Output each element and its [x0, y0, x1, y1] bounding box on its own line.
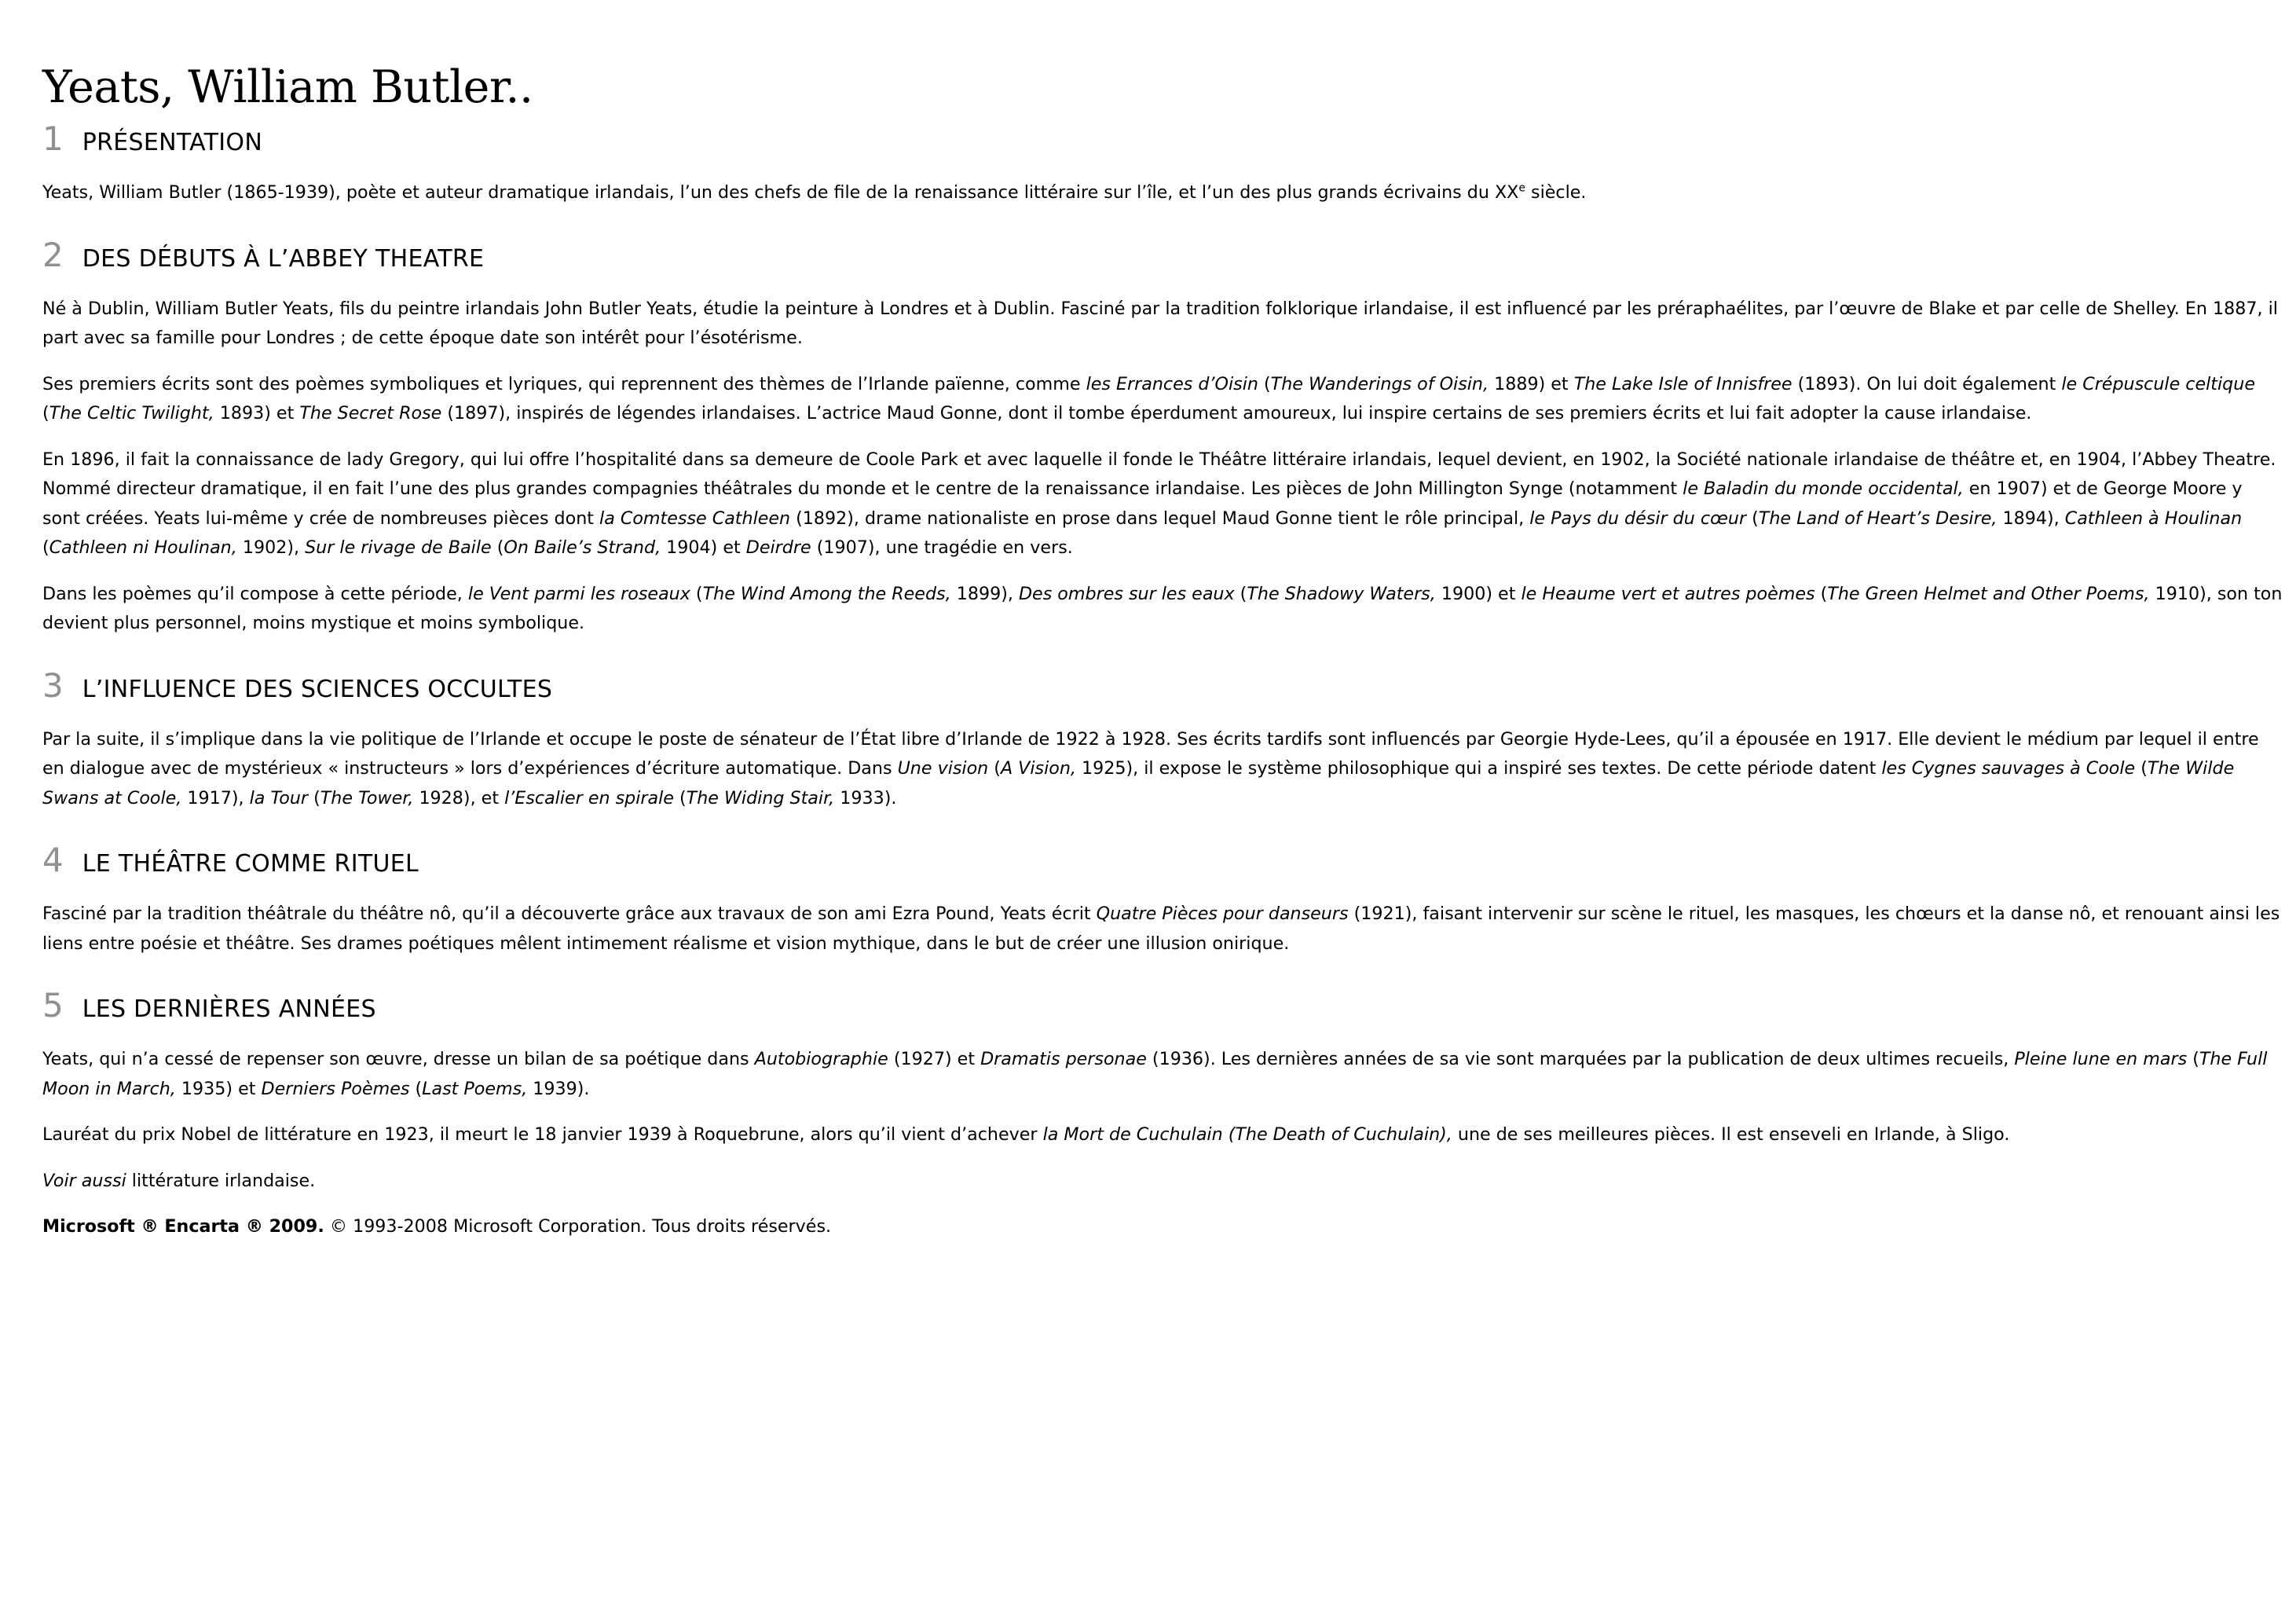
text-run: ( [42, 537, 49, 558]
text-run: ( [409, 1078, 423, 1099]
text-run: 1939). [527, 1078, 590, 1099]
section-number: 3 [42, 665, 64, 705]
paragraph [42, 295, 2283, 354]
text-run: Fasciné par la tradition théâtrale du théâtre nô, qu’il a découverte grâce aux travaux de son ami Ezra Pound, Yeats écrit [42, 904, 1097, 924]
italic-text: le Vent parmi les roseaux [467, 583, 690, 604]
text-run: ( [690, 583, 703, 604]
italic-text: Autobiographie [754, 1049, 888, 1069]
text-run: 1925), il expose le système philosophique qui a inspiré ses textes. De cette période datent [1075, 758, 1882, 779]
text-run: 1917), [181, 787, 250, 808]
italic-text: le Crépuscule celtique [2061, 373, 2255, 394]
italic-text: le Baladin du monde occidental, [1683, 478, 1964, 499]
text-run: une de ses meilleures pièces. Il est enseveli en Irlande, à Sligo. [1452, 1124, 2010, 1145]
text-run: Ses premiers écrits sont des poèmes symboliques et lyriques, qui reprennent des thèmes de l’Irlande païenne, comme [42, 373, 1086, 394]
text-run: ( [2187, 1049, 2199, 1069]
text-run: En 1896, il fait la connaissance de lady Gregory, qui lui offre l’hospitalité dans sa demeure de Coole Park et avec laquelle il fonde le Théâtre littéraire irlandais, lequel devient, en 1902, la Société nationale irlandaise de théâtre et, en 1904, l’Abbey Theatre. Nommé directeur dramatique, il en fait l’une des plus grandes compagnies théâtrales du monde et le centre de la renaissance irlandaise. Les pièces de John Millington Synge (notamment [42, 449, 2276, 499]
text-run: 1893) et [214, 403, 300, 423]
text-run: Par la suite, il s’implique dans la vie politique de l’Irlande et occupe le poste de sénateur de l’État libre d’Irlande de 1922 à 1928. Ses écrits tardifs sont influencés par Georgie Hyde-Lees, qu’il a épousée en 1917. Elle devient le médium par lequel il entre en dialogue avec de mystérieux « instructeurs » lors d’expériences d’écriture automatique. Dans [42, 728, 2259, 779]
italic-text: On Baile’s Strand, [504, 537, 661, 558]
italic-text: les Cygnes sauvages à Coole [1881, 758, 2136, 779]
text-run: Lauréat du prix Nobel de littérature en 1923, il meurt le 18 janvier 1939 à Roquebrune, alors qu’il vient d’achever [42, 1124, 1043, 1145]
italic-text: Dramatis personae [980, 1049, 1147, 1069]
text-run: (1936). Les dernières années de sa vie sont marquées par la publication de deux ultimes recueils, [1146, 1049, 2015, 1069]
paragraph [42, 178, 2283, 208]
italic-text: Cathleen à Houlinan [2064, 508, 2243, 529]
italic-text: The Wanderings of Oisin, [1270, 373, 1489, 394]
paragraph [42, 725, 2283, 814]
text-run: ( [673, 787, 687, 808]
text-run: Né à Dublin, William Butler Yeats, fils du peintre irlandais John Butler Yeats, étudie la peinture à Londres et à Dublin. Fasciné par la tradition folklorique irlandaise, il est influencé par les préraphaélites, par l’œuvre de Blake et par celle de Shelley. En 1887, il part avec sa famille pour Londres ; de cette époque date son intérêt pour l’ésotérisme. [42, 298, 2278, 348]
text-run: ( [1258, 373, 1271, 394]
text-run: 1933). [834, 787, 897, 808]
article-body [42, 119, 2283, 1196]
text-run: 1910), son ton devient plus personnel, moins mystique et moins symbolique. [42, 583, 2283, 633]
italic-text: The Land of Heart’s Desire, [1758, 508, 1998, 529]
italic-text: The Full Moon in March, [42, 1049, 2268, 1099]
text-run: littérature irlandaise. [126, 1170, 316, 1191]
text-run: (1892), drame nationaliste en prose dans lequel Maud Gonne tient le rôle principal, [790, 508, 1530, 529]
italic-text: The Widing Stair, [686, 787, 835, 808]
text-run: 1928), et [413, 787, 505, 808]
text-run: (1897), inspirés de légendes irlandaises. L’actrice Maud Gonne, dont il tombe éperdument amoureux, lui inspire certains de ses premiers écrits et lui fait adopter la cause irlandaise. [441, 403, 2032, 423]
text-run: ( [491, 537, 504, 558]
italic-text: Derniers Poèmes [261, 1078, 410, 1099]
text-run: Yeats, qui n’a cessé de repenser son œuvre, dresse un bilan de sa poétique dans [42, 1049, 755, 1069]
italic-text: Voir aussi [42, 1170, 126, 1191]
italic-text: The Secret Rose [299, 403, 442, 423]
text-run: 1935) et [175, 1078, 262, 1099]
footer-rights: © 1993-2008 Microsoft Corporation. Tous droits réservés. [324, 1216, 832, 1237]
section-heading [42, 841, 2283, 879]
text-run: (1907), une tragédie en vers. [811, 537, 1073, 558]
italic-text: The Wind Among the Reeds, [702, 583, 951, 604]
text-run: 1904) et [661, 537, 746, 558]
italic-text: le Pays du désir du cœur [1529, 508, 1747, 529]
text-run: 1900) et [1435, 583, 1522, 604]
italic-text: The Celtic Twilight, [49, 403, 214, 423]
text-run: 1889) et [1489, 373, 1574, 394]
italic-text: Deirdre [745, 537, 811, 558]
italic-text: les Errances d’Oisin [1086, 373, 1258, 394]
footer-copyright [42, 1212, 2283, 1242]
section-title: DES DÉBUTS À L’ABBEY THEATRE [82, 244, 485, 273]
italic-text: The Green Helmet and Other Poems, [1827, 583, 2150, 604]
section-heading [42, 236, 2283, 274]
section-title: LES DERNIÈRES ANNÉES [82, 995, 376, 1023]
italic-text: A Vision, [1000, 758, 1076, 779]
italic-text: Cathleen ni Houlinan, [49, 537, 237, 558]
italic-text: la Comtesse Cathleen [599, 508, 791, 529]
italic-text: le Heaume vert et autres poèmes [1521, 583, 1815, 604]
paragraph [42, 580, 2283, 639]
section-title: PRÉSENTATION [82, 129, 263, 156]
text-run: Dans les poèmes qu’il compose à cette période, [42, 583, 468, 604]
italic-text: Pleine lune en mars [2014, 1049, 2188, 1069]
italic-text: la Mort de Cuchulain (The Death of Cuchulain), [1042, 1124, 1452, 1145]
text-run: (1893). On lui doit également [1792, 373, 2062, 394]
italic-text: The Shadowy Waters, [1247, 583, 1436, 604]
text-run: ( [2135, 758, 2148, 779]
section-number: 2 [42, 235, 64, 274]
text-run: 1894), [1997, 508, 2065, 529]
section-number: 4 [42, 841, 64, 879]
paragraph [42, 1120, 2283, 1150]
paragraph [42, 370, 2283, 429]
text-run: ( [988, 758, 1001, 779]
section-heading [42, 119, 2283, 158]
text-run: ( [1234, 583, 1247, 604]
section-number: 1 [42, 119, 64, 158]
footer-brand: Microsoft ® Encarta ® 2009. [42, 1216, 324, 1237]
italic-text: Des ombres sur les eaux [1018, 583, 1235, 604]
paragraph [42, 1045, 2283, 1104]
italic-text: The Tower, [320, 787, 414, 808]
text-run: en 1907) et de George Moore y sont créées. Yeats lui-même y crée de nombreuses pièces dont [42, 478, 2243, 529]
italic-text: la Tour [249, 787, 309, 808]
section-title: L’INFLUENCE DES SCIENCES OCCULTES [82, 675, 553, 703]
page-title: Yeats, William Butler.. [42, 61, 533, 113]
text-run: (1921), faisant intervenir sur scène le rituel, les masques, les chœurs et la danse nô, et renouant ainsi les liens entre poésie et théâtre. Ses drames poétiques mêlent intimement réalisme et vision mythique, dans le but de créer une illusion onirique. [42, 904, 2280, 954]
section-heading [42, 986, 2283, 1025]
paragraph [42, 900, 2283, 959]
text-run: 1902), [236, 537, 306, 558]
italic-text: Quatre Pièces pour danseurs [1096, 904, 1349, 924]
italic-text: The Wilde Swans at Coole, [42, 758, 2235, 808]
text-run: ( [1814, 583, 1828, 604]
text-run: siècle. [1525, 182, 1587, 203]
paragraph [42, 1167, 2283, 1197]
italic-text: The Lake Isle of Innisfree [1573, 373, 1792, 394]
text-run: ( [308, 787, 320, 808]
superscript: e [1518, 181, 1525, 195]
text-run: ( [1746, 508, 1759, 529]
italic-text: l’Escalier en spirale [504, 787, 674, 808]
text-run: ( [42, 403, 49, 423]
text-run: Yeats, William Butler (1865-1939), poète et auteur dramatique irlandais, l’un des chefs de file de la renaissance littéraire sur l’île, et l’un des plus grands écrivains du XX [42, 182, 1519, 203]
italic-text: Last Poems, [422, 1078, 528, 1099]
paragraph [42, 445, 2283, 563]
article [42, 55, 2283, 1242]
italic-text: Sur le rivage de Baile [305, 537, 492, 558]
section-number: 5 [42, 986, 64, 1025]
italic-text: Une vision [897, 758, 989, 779]
text-run: 1899), [950, 583, 1019, 604]
section-heading [42, 666, 2283, 705]
section-title: LE THÉÂTRE COMME RITUEL [82, 850, 419, 878]
text-run: (1927) et [888, 1049, 981, 1069]
